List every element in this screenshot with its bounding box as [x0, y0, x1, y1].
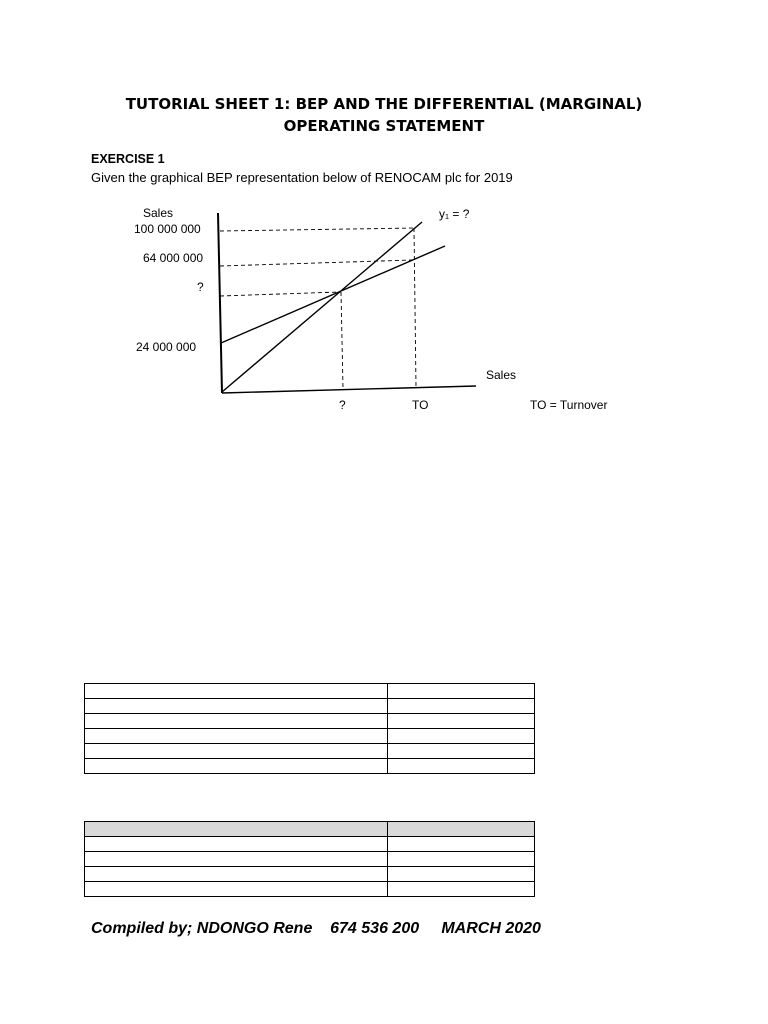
- table-cell: [388, 684, 535, 699]
- table-row: [85, 729, 535, 744]
- x-axis-label: Sales: [486, 368, 517, 382]
- table-cell: [388, 822, 535, 837]
- table-cell: [85, 882, 388, 897]
- table-cell: [85, 867, 388, 882]
- y-tick-label: 100 000 000: [134, 222, 201, 236]
- table-row: [85, 822, 535, 837]
- blank-table-2: [84, 821, 535, 897]
- table-cell: [85, 837, 388, 852]
- table-row: [85, 699, 535, 714]
- guide-100m: [220, 228, 415, 231]
- guide-bep-x: [341, 292, 343, 388]
- table-cell: [85, 714, 388, 729]
- table-cell: [388, 867, 535, 882]
- table-cell: [388, 882, 535, 897]
- exercise-heading: EXERCISE 1: [91, 152, 165, 166]
- table-row: [85, 867, 535, 882]
- chart-note: TO = Turnover: [530, 398, 608, 412]
- table-row: [85, 837, 535, 852]
- bep-chart: [0, 0, 768, 430]
- table-row: [85, 684, 535, 699]
- table-cell: [85, 699, 388, 714]
- table-cell: [85, 744, 388, 759]
- table-row: [85, 759, 535, 774]
- series-cost-line: [221, 246, 445, 343]
- table-cell: [388, 744, 535, 759]
- table-row: [85, 744, 535, 759]
- table-cell: [388, 837, 535, 852]
- x-tick-label: TO: [412, 398, 429, 412]
- table-row: [85, 714, 535, 729]
- y-axis-label: Sales: [143, 206, 174, 220]
- page-title-line-1: TUTORIAL SHEET 1: BEP AND THE DIFFERENTIAL (MARGINAL): [125, 95, 643, 113]
- page-title-line-2: OPERATING STATEMENT: [283, 117, 485, 135]
- y-tick-label: 24 000 000: [136, 340, 197, 354]
- table-cell: [388, 729, 535, 744]
- line-label: y₁ = ?: [439, 207, 470, 221]
- table-cell: [388, 714, 535, 729]
- guide-64m: [220, 260, 413, 266]
- table-cell: [388, 852, 535, 867]
- x-tick-label: ?: [339, 398, 346, 412]
- table-cell: [85, 684, 388, 699]
- table-row: [85, 882, 535, 897]
- exercise-intro: Given the graphical BEP representation below of RENOCAM plc for 2019: [91, 170, 513, 185]
- table-cell: [85, 822, 388, 837]
- table-cell: [388, 759, 535, 774]
- footer-credit: Compiled by; NDONGO Rene 674 536 200 MARCH 2020: [91, 920, 541, 937]
- guide-bep-y: [220, 292, 340, 296]
- guide-to: [414, 228, 416, 387]
- table-cell: [85, 729, 388, 744]
- y-tick-label: ?: [197, 280, 204, 294]
- table-cell: [85, 852, 388, 867]
- table-cell: [85, 759, 388, 774]
- x-axis: [222, 386, 476, 393]
- table-cell: [388, 699, 535, 714]
- blank-table-1: [84, 683, 535, 774]
- table-row: [85, 852, 535, 867]
- series-sales-line: [222, 222, 422, 392]
- y-tick-label: 64 000 000: [143, 251, 204, 265]
- y-axis: [218, 213, 222, 393]
